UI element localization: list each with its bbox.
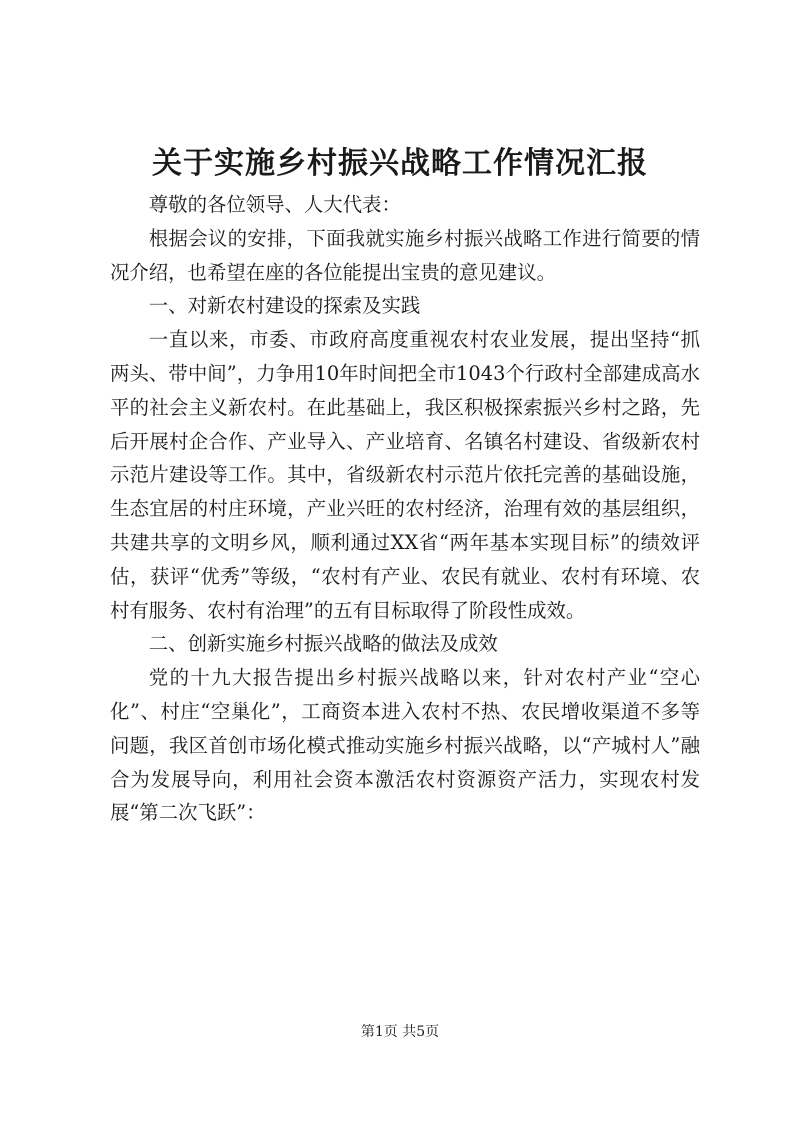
page-footer: 第1页 共5页 <box>360 1024 440 1040</box>
section-heading-2: 二、创新实施乡村振兴战略的做法及成效 <box>148 632 498 656</box>
section-2-paragraph: 党的十九大报告提出乡村振兴战略以来，针对农村产业“空心化”、村庄“空巢化”，工商资本进入农村不热、农民增收渠道不多等问题，我区首创市场化模式推动实施乡村振兴战略，以“产城村人”融合为发展导向，利用社会资本激活农村资源资产活力，实现农村发展“第二次飞跃”： <box>110 666 700 825</box>
section-heading-1: 一、对新农村建设的探索及实践 <box>148 294 421 318</box>
salutation-paragraph: 尊敬的各位领导、人大代表： <box>148 193 401 216</box>
intro-paragraph: 根据会议的安排，下面我就实施乡村振兴战略工作进行简要的情况介绍，也希望在座的各位能提出宝贵的意见建议。 <box>110 226 700 284</box>
document-title: 关于实施乡村振兴战略工作情况汇报 <box>152 146 648 181</box>
document-body <box>110 188 700 830</box>
section-1-paragraph: 一直以来，市委、市政府高度重视农村农业发展，提出坚持“抓两头、带中间”，力争用10年时间把全市1043个行政村全部建成高水平的社会主义新农村。在此基础上，我区积极探索振兴乡村之路，先后开展村企合作、产业导入、产业培育、名镇名村建设、省级新农村示范片建设等工作。其中，省级新农村示范片依托完善的基础设施，生态宜居的村庄环境，产业兴旺的农村经济，治理有效的基层组织，共建共享的文明乡风，顺利通过XX省“两年基本实现目标”的绩效评估，获评“优秀”等级，“农村有产业、农民有就业、农村有环境、农村有服务、农村有治理”的五有目标取得了阶段性成效。 <box>110 328 700 622</box>
